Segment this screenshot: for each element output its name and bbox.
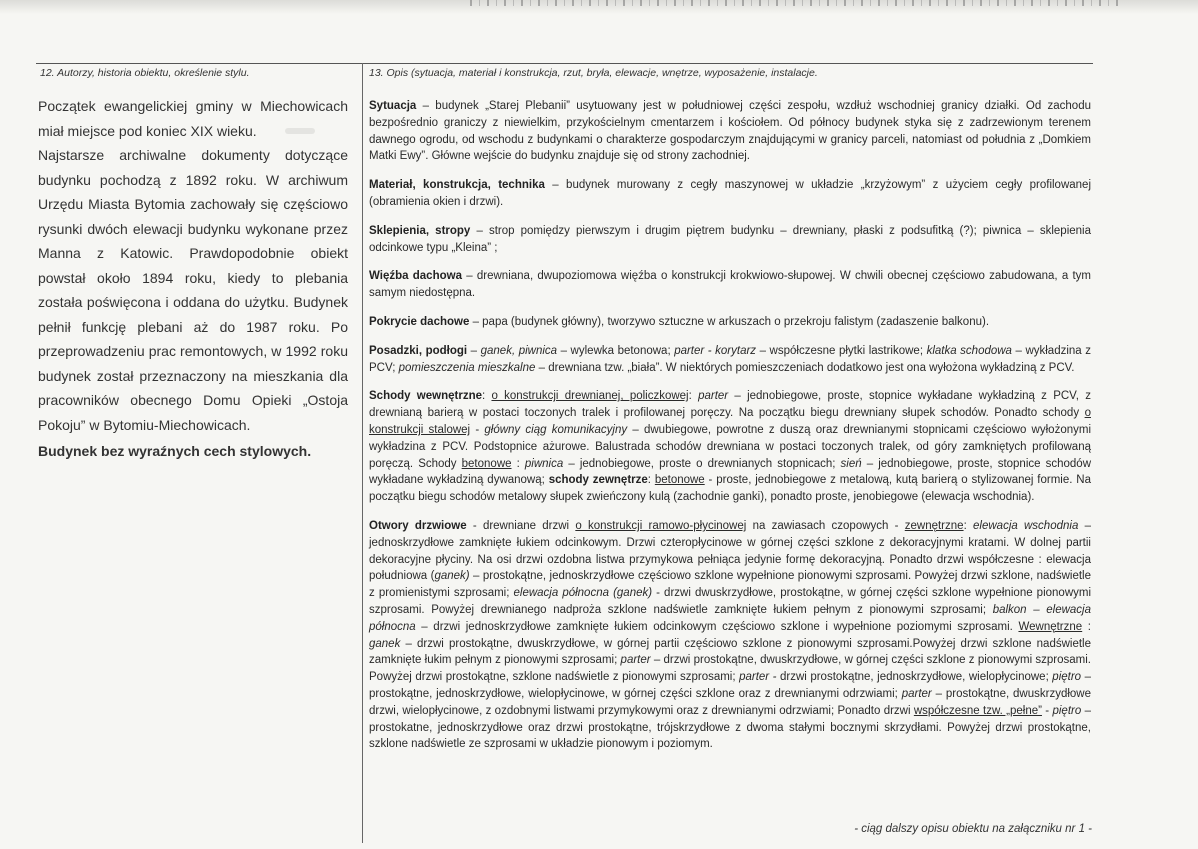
otwory-text-12: – prostokątne, jednoskrzydłowe, wielopłycinowe, w górnej części szklone oraz z drewnianymi odrzwiami; [369,671,1091,700]
section-sytuacja [369,98,1091,165]
schody-location-1: parter [698,390,729,403]
schody-text-3: – dwubiegowe, powrotne z duszą oraz drewnianymi stopnicami częściowo wyłożonymi wykładzina z PCV. Podstopnice ażurowe. Balustrada schodów drewniana w postaci toczonych tralek, od góry zamkniętych profilowaną poręczą. Schody [369,423,1091,470]
otwory-text-15: – prostokatne, jednoskrzydłowe oraz drzwi prostokątne, trójskrzydłowe z dwoma stałymi bocznymi skrzydłami. Powyżej drzwi prostokątne, szklone nadświetle ze szprosami w układzie pionowym i poziomym. [369,704,1091,751]
section-wiezba [369,268,1091,302]
otwory-location-6: parter [620,654,651,667]
schody-text-8: - proste, jednobiegowe z metalową, kutą barierą o stylizowanej formie. Na początku biegu schodów metalowy słupek zwieńczony kulą (zachodnie ganki), ponadto proste, jenobiegowe (elewacja wschodnia). [369,474,1091,504]
history-paragraph-2: Najstarsze archiwalne dokumenty dotyczące budynku pochodzą z 1892 roku. W archiwum Urzędu Miasta Bytomia zachowały się częściowo rysunki dwóch elewacji budynku wykonane przez Manna z Katowic. Prawdopodobnie obiekt powstał około 1894 roku, kiedy to plebania została poświęcona i oddana do użytku. Budynek pełnił funkcję plebani aż do 1987 roku. Po przeprowadzeniu prac remontowych, w 1992 roku budynek został przeznaczony na mieszkania dla pracowników obecnego Domu Opieki „Ostoja Pokoju” w Bytomiu-Miechowicach. [38,147,348,433]
material-title: Materiał, konstrukcja, technika [369,179,545,192]
posadzki-location-1: ganek, piwnica [480,344,558,357]
posadzki-title: Posadzki, podłogi [369,344,468,357]
wiezba-text: – drewniana, dwupoziomowa więźba o konstrukcji krokwiowo-słupowej. W chwili obecnej częściowo zabudowana, a tym samym niedostępna. [369,270,1091,300]
section-sklepienia [369,223,1091,257]
section-12-header: 12. Autorzy, historia obiektu, określenie stylu. [40,67,250,79]
description-column [369,98,1091,765]
schody-location-2: główny ciąg komunikacyjny [484,423,628,436]
otwory-location-1: elewacja wschodnia [973,519,1079,532]
history-column [38,94,348,464]
schody-location-4: sień [840,457,862,470]
pokrycie-title: Pokrycie dachowe [369,315,470,328]
sklepienia-title: Sklepienia, stropy [369,224,471,237]
posadzki-location-4: pomieszczenia mieszkalne [398,361,536,374]
section-posadzki [369,343,1091,377]
schody-text-2: - [470,423,485,436]
otwory-location-10: piętro [1052,704,1082,717]
section-pokrycie [369,314,1091,331]
otwory-text-7: – drzwi jednoskrzydłowe zamknięte łukiem odcinkowym częściowo szklone i wypełnione poziomymi szprosami. [415,620,1019,633]
column-divider [362,63,363,843]
schody-text-6: – jednobiegowe, proste, stopnice schodów wykładane wykładziną dywanową; [369,457,1091,487]
otwory-title: Otwory drzwiowe [369,519,467,532]
schody-text-5: – jednobiegowe, proste o drewnianych stopnicach; [563,457,841,470]
otwory-text-9: – drzwi prostokątne, dwuskrzydłowe, w górnej partii częściowo szklone z pionowymi szprosami.Powyżej drzwi szklone nadświetle zamknięte łukim pełnym z pionowymi szprosami; [369,637,1091,667]
otwory-location-4: balkon – elewacja północna [369,603,1092,633]
scan-streaks [470,0,1120,6]
otwory-text-10: – drzwi prostokątne, dwuskrzydłowe, w górnej części szklone z pionowymi szprosami. Powyżej drzwi prostokątne, szklone nadświetle z pionowymi szprosami; [369,654,1091,684]
schody-construction-1: o konstrukcji drewnianej, policzkowej [491,390,689,403]
section-otwory [369,518,1091,753]
schody-construction-2: o konstrukcji stalowej [369,407,1091,436]
wiezba-title: Więźba dachowa [369,270,462,283]
otwory-text-4: – jednoskrzydłowe zamknięte łukiem odcinkowym. Drzwi czteropłycinowe w górnej części szklone z dekoracyjnymi kratami. W dolnej partii dekoracyjne płyciny. Na osi drzwi ozdobna listwa przymykowa pełniąca jedynie formę dekoracyjną. Ponadto drzwi współczesne : elewacja południowa ( [369,519,1091,583]
schody-text-4: : [511,457,525,470]
sytuacja-text: – budynek „Starej Plebanii” usytuowany jest w południowej części zespołu, wzdłuż wschodniej granicy działki. Od zachodu bezpośrednio graniczy z niewielkim, przykościelnym cmentarzem i kościołem. Od północy budynek styka się z zadrzewionym terenem dawnego ogrodu, od wschodu z budynkami o charakterze gospodarczym znajdującymi w granicy parceli, natomiast od południa z „Domkiem Matki Ewy”. Główne wejście do budynku znajduje się od strony zachodniej. [369,100,1091,163]
posadzki-location-3: klatka schodowa [926,344,1012,357]
schody-text-7: : [647,474,655,487]
otwory-internal: Wewnętrzne [1018,620,1083,633]
otwory-modern: współczesne tzw. „pełne” [913,704,1042,717]
otwory-location-2: ganek) [434,570,470,583]
schody-location-3: piwnica [524,457,564,470]
schody-construction-4: betonowe [654,474,705,487]
otwory-location-5: ganek [369,637,401,650]
otwory-text-3: : [963,519,974,532]
sklepienia-text: – strop pomiędzy pierwszym i drugim piętrem budynku – drewniany, płaski z podsufitką (?); piwnica – sklepienia odcinkowe typu „Kleina” ; [369,224,1091,254]
pokrycie-text: – papa (budynek główny), tworzywo sztuczne w arkuszach o przekroju falistym (zadaszenie balkonu). [472,315,990,328]
schody-text-1: – jednobiegowe, proste, stopnice wykładane wykładziną z PCV, z drewnianą barierą w postaci toczonych tralek i profilowanej poręczy. Na początku biegu drewniany słupek schodów. Ponadto schody [369,390,1092,420]
otwory-text-2: na zawiasach czopowych - [746,519,905,532]
material-text: – budynek murowany z cegły maszynowej w układzie „krzyżowym” z użyciem cegły profilowanej (obramienia okien i drzwi). [369,179,1091,208]
section-material [369,177,1091,211]
posadzki-location-2: parter - korytarz [674,344,757,357]
posadzki-text-4: – wykładzina z PCV; [369,344,1091,374]
otwory-construction: o konstrukcji ramowo-płycinowej [575,519,747,532]
style-conclusion: Budynek bez wyraźnych cech stylowych. [38,443,312,459]
posadzki-text-3: – współczesne płytki lastrikowe; [756,344,927,357]
section-13-header: 13. Opis (sytuacja, materiał i konstrukcja, rzut, bryła, elewacje, wnętrze, wyposażenie, instalacje. [369,67,818,79]
sytuacja-title: Sytuacja [369,100,417,112]
header-rule [36,63,1093,64]
posadzki-text-1: – [467,344,481,357]
history-paragraph-1: Początek ewangelickiej gminy w Miechowicach miał miejsce pod koniec XIX wieku. [38,98,348,139]
scan-edge [0,0,1198,14]
continuation-note: - ciąg dalszy opisu obiektu na załączniku nr 1 - [854,823,1092,835]
schody-title: Schody wewnętrzne [369,390,482,403]
otwory-text-8: : [1082,620,1091,633]
schody-outer-title: schody zewnętrze [548,474,648,487]
otwory-location-7: parter - [739,671,777,684]
otwory-location-8: piętro [1052,671,1082,684]
otwory-text-13: – prostokątne, dwuskrzydłowe drzwi, wielopłycinowe, z ozdobnymi listwami przymykowymi oraz z drewnianymi odrzwiami; Ponadto drzwi [369,687,1092,717]
otwory-text-11: drzwi prostokątne, jednoskrzydłowe, wielopłycinowe; [776,671,1053,684]
section-schody: Schody wewnętrzne: o konstrukcji drewnianej, policzkowej: parter – jednobiegowe, proste, stopnice wykładane wykładziną z PCV, z drewnianą barierą w postaci toczonych tralek i profilowanej poręczy. Na początku biegu drewniany słupek schodów. Ponadto schody o konstrukcji stalowej - główny ciąg komunikacyjny – dwubiegowe, powrotne z duszą oraz drewnianymi stopnicami częściowo wyłożonymi wykładzina z PCV. Podstopnice ażurowe. Balustrada schodów drewniana w postaci toczonych tralek, od góry zamkniętych profilowaną poręczą. Schody betonowe : piwnica – jednobiegowe, proste o drewnianych stopnicach; sień – jednobiegowe, proste, stopnice schodów wykładane wykładziną dywanową; schody zewnętrze: betonowe - proste, jednobiegowe z metalową, kutą barierą o stylizowanej formie. Na początku biegu schodów metalowy słupek zwieńczony kulą (zachodnie ganki), ponadto proste, jenobiegowe (elewacja wschodnia). [369,390,1092,504]
otwory-text-14: - [1041,704,1053,717]
otwory-location-9: parter [901,687,932,700]
otwory-text-5: – prostokątne, jednoskrzydłowe częściowo szklone wypełnione pionowymi szprosami. Powyżej drzwi szklone, nadświetle z promienistymi szprosami; [369,570,1091,600]
otwory-external: zewnętrzne [904,519,964,532]
schody-construction-3: betonowe [461,457,512,470]
otwory-location-3: elewacja północna (ganek) [513,587,653,600]
posadzki-text-5: – drewniana tzw. „biała”. W niektórych pomieszczeniach dodatkowo jest ona wyłożona wykładziną z PCV. [535,361,1075,374]
otwory-text-1: - drewniane drzwi [466,519,576,532]
posadzki-text-2: – wylewka betonowa; [557,344,675,357]
otwory-text-6: - drzwi dwuskrzydłowe, prostokątne, w górnej części szklone wypełnione pionowymi szprosami. Powyżej drewnianego nadproża szklone nadświetle zamknięte łukiem pełnym z pionowymi szprosami; [369,587,1092,616]
